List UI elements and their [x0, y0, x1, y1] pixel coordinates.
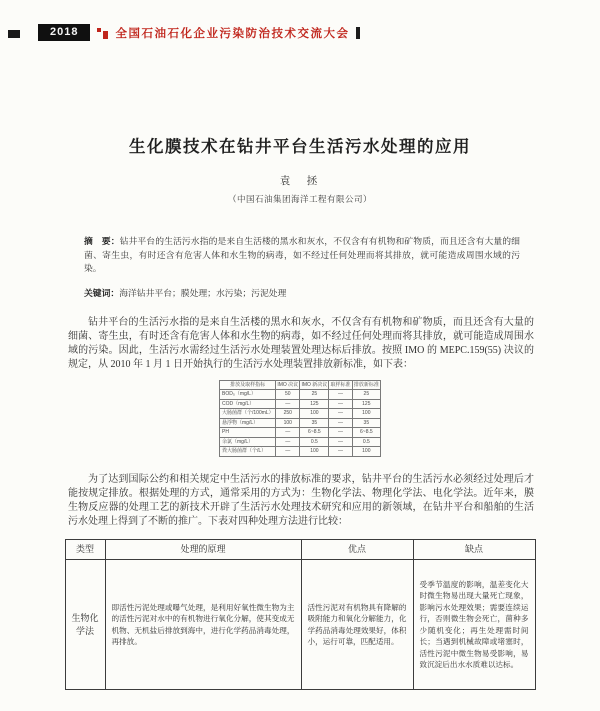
table-cell: 125: [300, 399, 329, 409]
conference-header: [38, 24, 600, 41]
table-cell: PH: [220, 428, 276, 438]
abstract-label: 摘 要：: [84, 236, 120, 246]
table-cell: 处理的原理: [105, 539, 301, 560]
table-cell: COD（mg/L）: [220, 399, 276, 409]
header-end-bar-icon: [356, 27, 360, 39]
table-cell: IMO 决议: [277, 381, 299, 388]
scan-artifact: [8, 30, 20, 38]
table-cell: 粪大肠菌群（个/L）: [220, 447, 276, 457]
year-badge: 2018: [38, 24, 90, 41]
keywords-label: 关键词：: [84, 287, 120, 298]
author-affiliation: （中国石油集团海洋工程有限公司）: [227, 194, 372, 204]
table-cell: 生物化学法: [65, 560, 105, 690]
table-cell: —: [276, 428, 300, 438]
table-cell: —: [329, 399, 352, 409]
table-cell: 100: [300, 409, 329, 419]
table-cell: 活性污泥对有机物具有降解的吸附能力和氧化分解能力，化学药品消毒处理效果好，体积小，运行可靠，匹配适用。: [301, 560, 413, 690]
discharge-standards-table: [219, 380, 381, 457]
table-cell: 受季节温度的影响，温差变化大时微生物易出现大量死亡现象，影响污水处理效果；需要连续运行，否则微生物会死亡，菌种多少随机变化；再生处理需时间长；当遇到机械故障或堵塞时，活性污泥中微生物易受影响，易致沉淀后出水水质难以达标。: [413, 560, 535, 690]
table-header-row: [220, 380, 381, 390]
table-header-row: [65, 539, 535, 560]
table-cell: 35: [300, 418, 329, 428]
abstract-block: [84, 235, 520, 276]
table-row: [220, 409, 381, 419]
table-cell: 余氯（mg/L）: [220, 437, 276, 447]
table-cell: 250: [276, 409, 300, 419]
table-cell: 取样标准: [330, 381, 351, 388]
table-cell: —: [329, 418, 352, 428]
table-head: [65, 539, 535, 560]
table-head: [220, 380, 381, 390]
table-cell: 优点: [301, 539, 413, 560]
table-cell: —: [276, 399, 300, 409]
table-body: [220, 390, 381, 457]
table-row: [220, 428, 381, 438]
author-name: 袁 拯: [279, 176, 321, 187]
table-cell: 大肠菌群（个/100mL）: [220, 409, 276, 419]
table-cell: BOD₅（mg/L）: [220, 390, 276, 400]
table-cell: —: [329, 390, 352, 400]
abstract-text: 钻井平台的生活污水指的是来自生活楼的黑水和灰水，不仅含有有机物和矿物质，而且还含有大量的细菌、寄生虫，有时还含有危害人体和水生物的病毒，如不经过任何处理而将其排放，就可能造成周围水域的污染。: [84, 236, 520, 273]
table-cell: 6~8.5: [352, 428, 380, 438]
table-row: [220, 390, 381, 400]
table-cell: 100: [352, 447, 380, 457]
table-cell: 50: [276, 390, 300, 400]
table-row: [220, 399, 381, 409]
table-cell: 125: [352, 399, 380, 409]
keywords-block: [84, 287, 520, 300]
table-cell: IMO 新决议: [301, 381, 328, 388]
table-cell: 类型: [65, 539, 105, 560]
table-cell: 25: [300, 390, 329, 400]
table-cell: 25: [352, 390, 380, 400]
table-cell: 0.5: [352, 437, 380, 447]
table-cell: 100: [276, 418, 300, 428]
table-row: [220, 418, 381, 428]
table-cell: 100: [352, 409, 380, 419]
table-cell: 100: [300, 447, 329, 457]
table-cell: 35: [352, 418, 380, 428]
article-title: 生化膜技术在钻井平台生活污水处理的应用: [129, 137, 471, 156]
table-row: [65, 560, 535, 690]
table-row: [220, 447, 381, 457]
table-cell: 缺点: [413, 539, 535, 560]
treatment-comparison-table: [65, 539, 536, 691]
table-cell: 即活性污泥处理或曝气处理，是利用好氧性微生物为主的活性污泥对水中的有机物进行氧化分解，使其变成无机物、无机盐后排放到海中，进行化学药品消毒处理，再排放。: [105, 560, 301, 690]
body-paragraph-2: 为了达到国际公约和相关规定中生活污水的排放标准的要求，钻井平台的生活污水必须经过处理后才能按规定排放。根据处理的方式，通常采用的方式为：生物化学法、物理化学法、电化学法。近年来，膜生物反应器的处理工艺的新技术开辟了生活污水处理技术研究和应用的新领域，在钻井平台和船舶的生活污水处理上得到了不断的推广。下表对四种处理方法进行比较：: [68, 473, 534, 527]
table-body: [65, 560, 535, 690]
body-paragraph-1: 钻井平台的生活污水指的是来自生活楼的黑水和灰水，不仅含有有机物和矿物质，而且还含有大量的细菌、寄生虫，有时还含有危害人体和水生物的病毒，如不经过任何处理而将其排放，就可能造成周围水域的污染。因此，生活污水需经过生活污水处理装置处理达标后排放。按照 IMO 的 MEPC.159(55) 决议的规定，从 2010 年 1 月 1 日开始执行的生活污水处理装置排放新标准，如下表：: [68, 316, 534, 370]
conference-title: 全国石油石化企业污染防治技术交流大会: [115, 27, 350, 40]
table-cell: 排放及取样指标: [220, 380, 276, 390]
table-cell: —: [329, 428, 352, 438]
conference-logo-icon: [97, 27, 108, 39]
table-cell: 0.5: [300, 437, 329, 447]
table-row: [220, 437, 381, 447]
table-cell: —: [329, 437, 352, 447]
keywords-text: 海洋钻井平台；膜处理；水污染；污泥处理: [119, 287, 287, 298]
table-cell: 6~8.5: [300, 428, 329, 438]
table-cell: —: [329, 447, 352, 457]
table-cell: 排放新标准: [353, 381, 379, 388]
table-cell: —: [329, 409, 352, 419]
table-cell: 悬浮物（mg/L）: [220, 418, 276, 428]
table-cell: —: [276, 447, 300, 457]
table-cell: —: [276, 437, 300, 447]
